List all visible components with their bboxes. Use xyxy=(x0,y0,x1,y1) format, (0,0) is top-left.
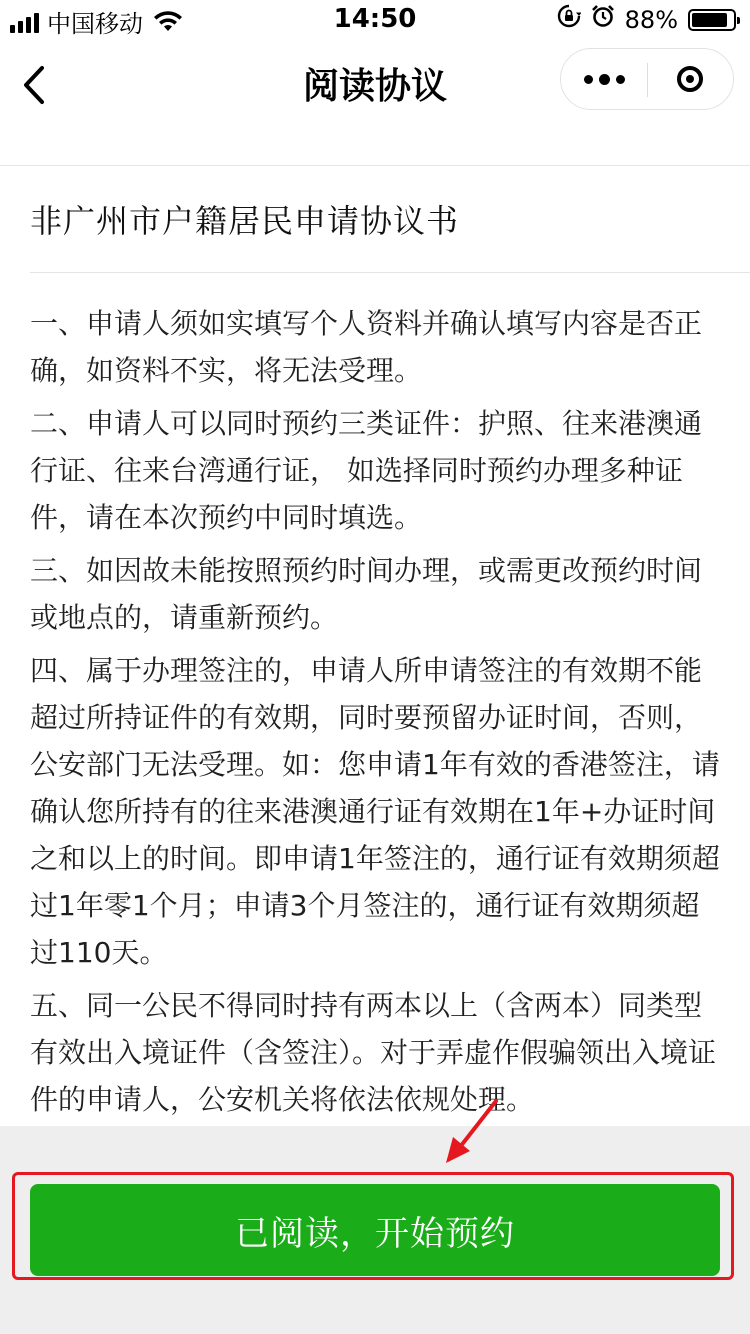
nav-bar xyxy=(0,40,750,130)
agreement-body xyxy=(30,300,720,1129)
agreement-paragraph: 三、如因故未能按照预约时间办理，或需更改预约时间或地点的，请重新预约。 xyxy=(30,554,703,634)
orientation-lock-icon xyxy=(557,4,581,35)
title-divider xyxy=(30,272,750,273)
carrier-label: 中国移动 xyxy=(47,10,143,38)
page-title: 阅读协议 xyxy=(302,66,447,107)
agreement-paragraph: 二、申请人可以同时预约三类证件：护照、往来港澳通行证、往来台湾通行证， 如选择同时预约办理多种证件，请在本次预约中同时填选。 xyxy=(30,407,703,534)
status-bar xyxy=(0,0,750,40)
red-arrow-icon xyxy=(440,1095,502,1167)
more-button[interactable] xyxy=(561,49,647,109)
start-booking-button[interactable]: 已阅读，开始预约 xyxy=(30,1184,720,1276)
battery-icon xyxy=(688,9,736,31)
agreement-paragraph: 一、申请人须如实填写个人资料并确认填写内容是否正确，如资料不实，将无法受理。 xyxy=(30,307,703,387)
nav-divider xyxy=(0,165,750,166)
agreement-paragraph: 四、属于办理签注的，申请人所申请签注的有效期不能超过所持证件的有效期，同时要预留办证时间，否则，公安部门无法受理。如：您申请1年有效的香港签注，请确认您所持有的往来港澳通行证有效期在1年+办证时间之和以上的时间。即申请1年签注的，通行证有效期须超过1年零1个月；申请3个月签注的，通行证有效期须超过110天。 xyxy=(30,654,720,969)
document-title: 非广州市户籍居民申请协议书 xyxy=(30,202,460,240)
status-right xyxy=(557,4,736,35)
more-dots-icon xyxy=(584,75,593,84)
agreement-paragraph: 五、同一公民不得同时持有两本以上（含两本）同类型有效出入境证件（含签注）。对于弄虚作假骗领出入境证件的申请人，公安机关将依法依规处理。 xyxy=(30,989,717,1116)
target-close-icon xyxy=(677,66,703,92)
close-button[interactable] xyxy=(647,49,733,109)
status-time: 14:50 xyxy=(333,4,417,34)
alarm-icon xyxy=(591,4,615,35)
battery-percent: 88% xyxy=(624,5,678,34)
capsule-menu xyxy=(560,48,734,110)
